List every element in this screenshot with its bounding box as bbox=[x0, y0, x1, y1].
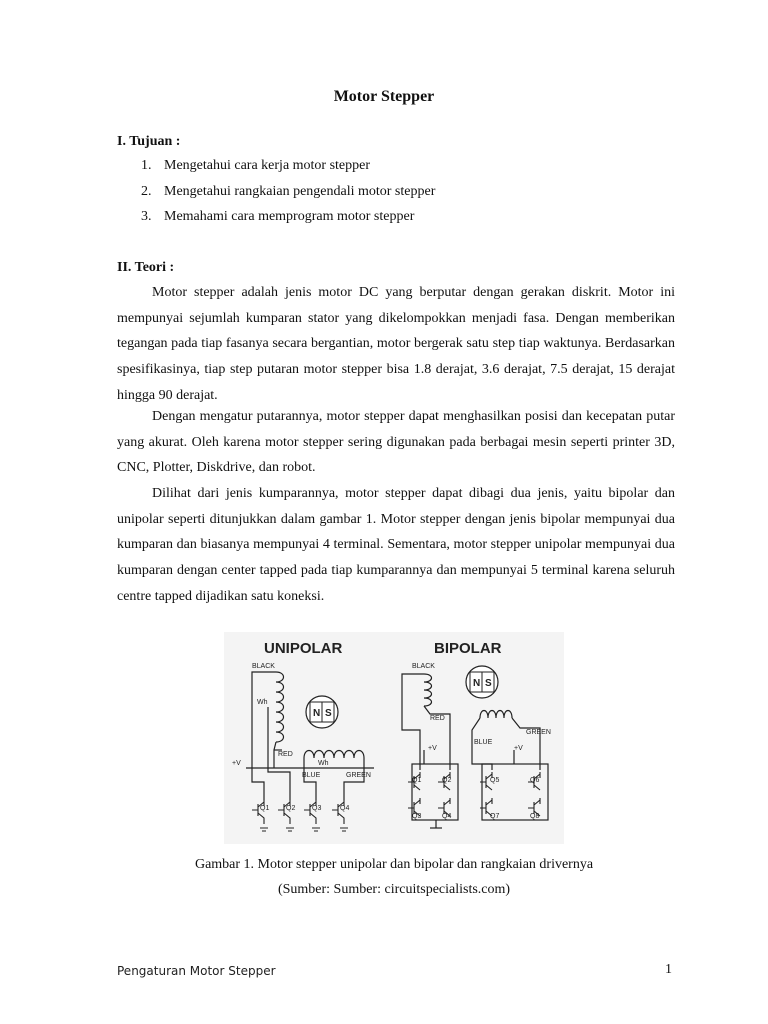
label-vplus: +V bbox=[514, 745, 523, 752]
paragraph-1: Motor stepper adalah jenis motor DC yang berputar dengan gerakan diskrit. Motor ini mempunyai sejumlah kumparan stator yang dikelompokkan menjadi fasa. Dengan memberikan tegangan pada tiap fasanya secara bergantian, motor bergerak satu step tiap waktunya. Berdasarkan spesifikasinya, tiap step putaran motor stepper bisa 1.8 derajat, 3.6 derajat, 7.5 derajat, 15 derajat hingga 90 derajat. bbox=[117, 285, 675, 403]
list-item-number: 3. bbox=[141, 209, 152, 224]
list-item-text: Mengetahui rangkaian pengendali motor stepper bbox=[164, 183, 436, 199]
list-item-text: Mengetahui cara kerja motor stepper bbox=[164, 158, 371, 173]
label-vplus: +V bbox=[428, 745, 437, 752]
unipolar-title: UNIPOLAR bbox=[264, 640, 343, 657]
transistor-label: Q3 bbox=[312, 805, 322, 812]
footer-title: Pengaturan Motor Stepper bbox=[117, 964, 276, 978]
transistor-label: Q6 bbox=[530, 777, 540, 784]
figure-source: (Sumber: Sumber: circuitspecialists.com) bbox=[277, 882, 511, 897]
magnet-s-label: S bbox=[485, 678, 492, 689]
bipolar-title: BIPOLAR bbox=[434, 640, 502, 657]
transistor-label: Q5 bbox=[490, 777, 500, 784]
label-red: RED bbox=[278, 751, 293, 758]
paragraph-2: Dengan mengatur putarannya, motor stepper dapat menghasilkan posisi dan kecepatan putar yang akurat. Oleh karena motor stepper sering digunakan pada berbagai mesin seperti printer 3D, CNC, Plotter, Diskdrive, dan robot. bbox=[117, 409, 675, 476]
label-blue: BLUE bbox=[302, 772, 321, 779]
figure-background bbox=[224, 632, 564, 844]
list-item bbox=[117, 153, 435, 179]
transistor-label: Q2 bbox=[442, 777, 452, 784]
list-item-text: Memahami cara memprogram motor stepper bbox=[164, 209, 415, 224]
page-number: 1 bbox=[665, 962, 672, 977]
stepper-circuit-figure bbox=[224, 632, 564, 844]
transistor-label: Q1 bbox=[412, 777, 422, 784]
label-green: GREEN bbox=[526, 729, 551, 736]
label-red: RED bbox=[430, 715, 445, 722]
label-black: BLACK bbox=[412, 663, 435, 670]
transistor-label: Q1 bbox=[260, 805, 270, 812]
transistor-label: Q7 bbox=[490, 813, 500, 820]
list-item bbox=[117, 204, 435, 230]
transistor-label: Q8 bbox=[530, 813, 540, 820]
list-item-number: 1. bbox=[141, 158, 152, 173]
transistor-label: Q4 bbox=[442, 813, 452, 820]
bipolar-magnet bbox=[466, 666, 498, 698]
section-heading-teori: II. Teori : bbox=[117, 260, 175, 275]
label-vplus: +V bbox=[232, 760, 241, 767]
page-title: Motor Stepper bbox=[333, 88, 435, 105]
list-item bbox=[117, 179, 435, 205]
list-item-number: 2. bbox=[141, 183, 152, 199]
label-wh: Wh bbox=[257, 699, 268, 706]
magnet-n-label: N bbox=[473, 678, 481, 689]
label-blue: BLUE bbox=[474, 739, 493, 746]
transistor-label: Q2 bbox=[286, 805, 296, 812]
transistor-label: Q3 bbox=[412, 813, 422, 820]
unipolar-magnet bbox=[306, 696, 338, 728]
objective-list bbox=[117, 153, 435, 230]
magnet-n-label: N bbox=[313, 708, 321, 719]
label-green: GREEN bbox=[346, 772, 371, 779]
transistor-label: Q4 bbox=[340, 805, 350, 812]
paragraph-3: Dilihat dari jenis kumparannya, motor stepper dapat dibagi dua jenis, yaitu bipolar dan unipolar seperti ditunjukkan dalam gambar 1. Motor stepper dengan jenis bipolar mempunyai dua kumparan dan biasanya mempunyai 4 terminal. Sementara, motor stepper unipolar mempunyai dua kumparan dengan center tapped pada tiap kumparannya dan mempunyai 5 terminal karena seluruh centre tapped dijadikan satu koneksi. bbox=[117, 486, 675, 604]
section-heading-tujuan: I. Tujuan : bbox=[117, 134, 181, 149]
magnet-s-label: S bbox=[325, 708, 332, 719]
label-black: BLACK bbox=[252, 663, 275, 670]
label-wh: Wh bbox=[318, 760, 329, 767]
figure-caption: Gambar 1. Motor stepper unipolar dan bipolar dan rangkaian drivernya bbox=[194, 857, 594, 872]
